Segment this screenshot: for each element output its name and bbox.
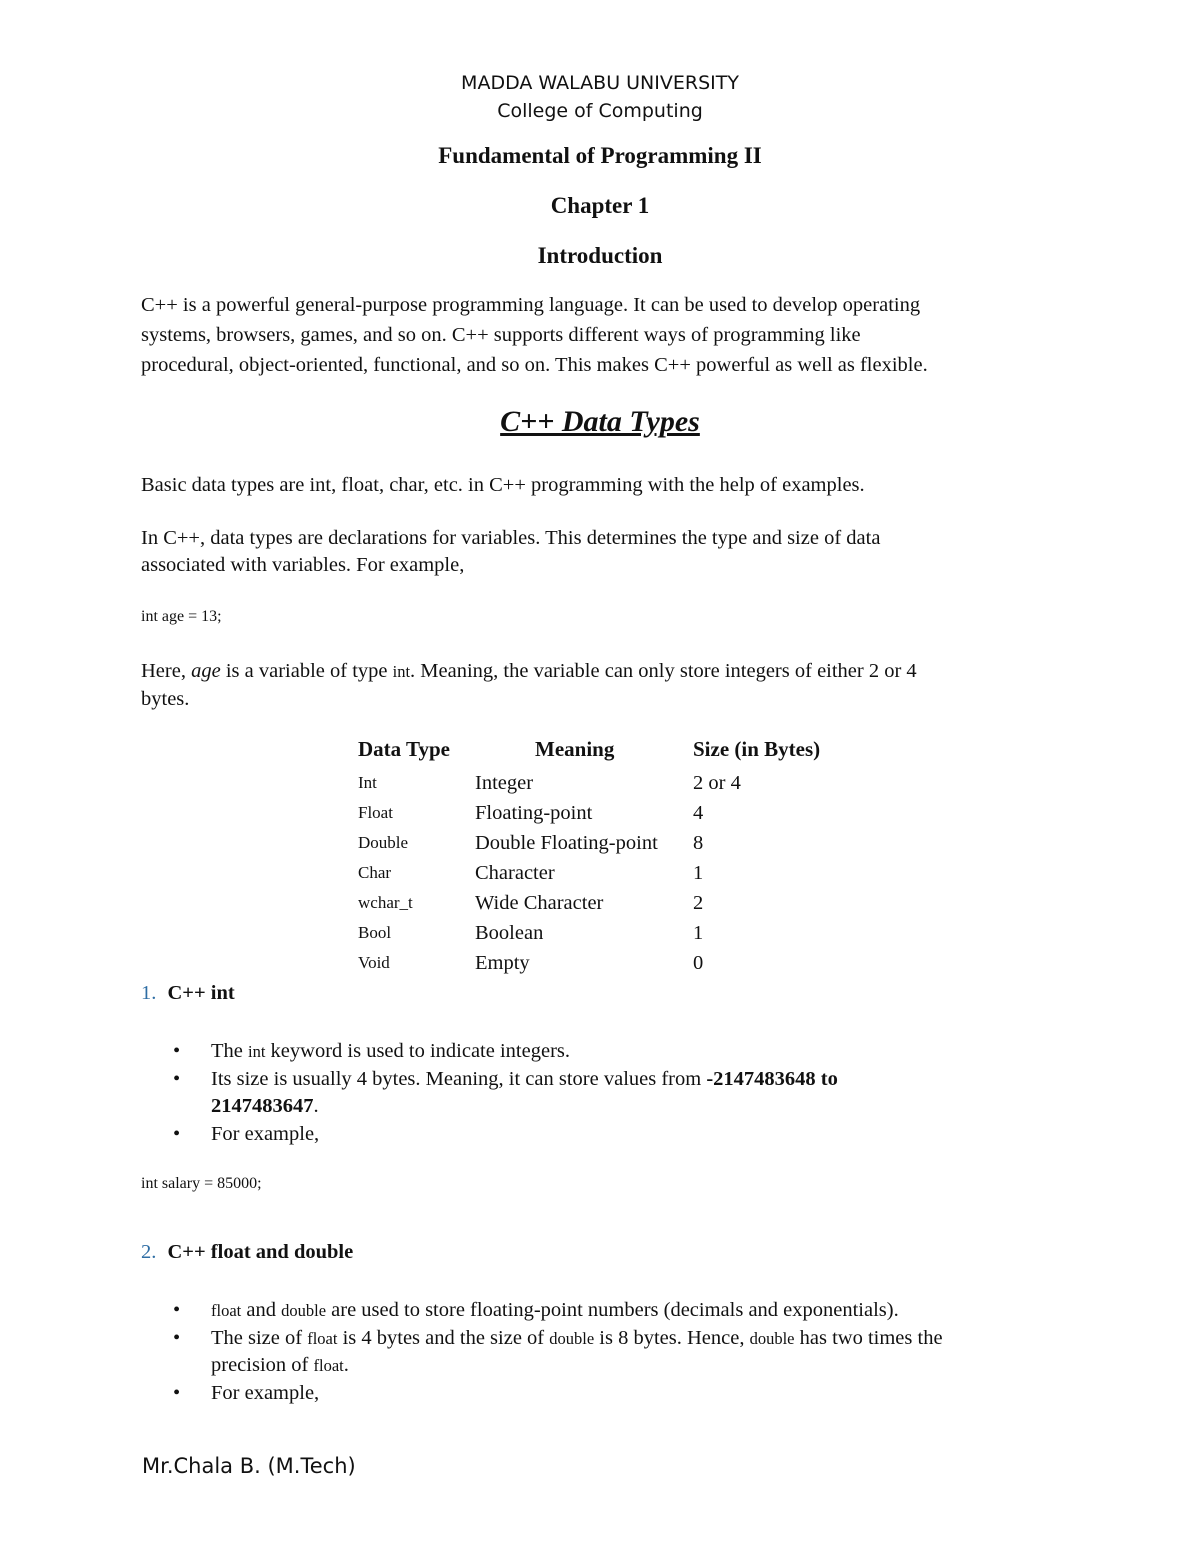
section-heading-float-double	[141, 1241, 353, 1264]
table-row	[358, 828, 820, 858]
section-heading-text: C++ int	[167, 982, 235, 1004]
text-run: is a variable of type	[220, 660, 393, 682]
text-run: For example,	[211, 1381, 320, 1404]
keyword-double: double	[749, 1328, 795, 1348]
keyword-int: int	[248, 1042, 266, 1061]
keyword-int: int	[392, 662, 411, 681]
list-item	[165, 1038, 838, 1066]
college-name: College of Computing	[497, 100, 703, 122]
table-header-cell: Data Type	[358, 736, 450, 761]
list-item	[165, 1121, 838, 1149]
footer-author: Mr.Chala B. (M.Tech)	[142, 1454, 356, 1478]
data-types-table	[358, 736, 820, 978]
table-cell-meaning: Wide Character	[475, 891, 604, 914]
int-bullet-list	[165, 1038, 838, 1148]
text-run: .	[313, 1095, 319, 1117]
intro-paragraph	[141, 290, 928, 380]
code-example-salary: int salary = 85000;	[141, 1175, 262, 1192]
bullet-icon: •	[173, 1067, 181, 1090]
int-range-start: -2147483648 to	[706, 1067, 838, 1090]
float-bullet-list	[165, 1297, 943, 1407]
keyword-float: float	[313, 1356, 344, 1375]
text-run: The size of	[211, 1326, 308, 1349]
table-header-cell: Meaning	[535, 736, 615, 761]
bullet-icon: •	[173, 1326, 181, 1349]
text-run: is 4 bytes and the size of	[337, 1326, 550, 1349]
text-run: is 8 bytes. Hence,	[594, 1326, 750, 1349]
paragraph-line: bytes.	[141, 688, 190, 710]
keyword-double: double	[281, 1301, 327, 1320]
text-run: For example,	[211, 1122, 320, 1145]
table-cell-meaning: Boolean	[475, 921, 544, 944]
text-run: keyword is used to indicate integers.	[265, 1040, 570, 1062]
paragraph-line: associated with variables. For example,	[141, 554, 465, 576]
chapter-title: Chapter 1	[550, 193, 650, 218]
table-cell-type: Float	[358, 803, 393, 822]
keyword-float: float	[211, 1301, 242, 1320]
table-cell-size: 2 or 4	[693, 771, 741, 794]
table-cell-meaning: Empty	[475, 951, 530, 974]
data-types-paragraph-2	[141, 523, 880, 580]
text-run: and	[241, 1299, 282, 1321]
table-row	[358, 948, 820, 978]
list-item	[165, 1066, 838, 1121]
bullet-icon: •	[173, 1040, 181, 1062]
table-cell-type: Bool	[358, 923, 392, 942]
table-row	[358, 798, 820, 828]
table-cell-size: 1	[693, 861, 704, 884]
data-types-paragraph-3	[141, 656, 917, 714]
table-header-cell: Size (in Bytes)	[693, 736, 821, 761]
table-cell-type: wchar_t	[358, 893, 413, 912]
text-run: The	[211, 1040, 248, 1062]
list-item	[165, 1380, 943, 1408]
table-row	[358, 918, 820, 948]
bullet-icon: •	[173, 1381, 181, 1404]
table-cell-type: Char	[358, 863, 392, 882]
text-run: .	[343, 1354, 349, 1376]
paragraph-line	[141, 656, 917, 687]
code-example-age: int age = 13;	[141, 608, 222, 625]
intro-line: procedural, object-oriented, functional, and so on. This makes C++ powerful as well as flexible.	[141, 354, 928, 376]
table-cell-size: 2	[693, 891, 704, 914]
intro-line: C++ is a powerful general-purpose programming language. It can be used to develop operating	[141, 294, 921, 316]
section-heading-int	[141, 982, 235, 1005]
table-row	[358, 768, 820, 798]
text-run: precision of	[211, 1354, 314, 1376]
table-row	[358, 858, 820, 888]
data-types-heading: C++ Data Types	[500, 405, 700, 438]
text-run: . Meaning, the variable can only store integers of either 2 or 4	[410, 660, 917, 682]
keyword-float: float	[307, 1328, 338, 1348]
course-title: Fundamental of Programming II	[438, 143, 762, 168]
table-row	[358, 888, 820, 918]
university-name: MADDA WALABU UNIVERSITY	[461, 72, 739, 94]
table-header-row	[358, 736, 820, 768]
paragraph-line: In C++, data types are declarations for variables. This determines the type and size of data	[141, 527, 881, 549]
variable-name: age	[191, 660, 221, 682]
section-number: 1.	[141, 982, 157, 1004]
data-types-paragraph-1: Basic data types are int, float, char, etc. in C++ programming with the help of examples.	[141, 474, 865, 496]
bullet-icon: •	[173, 1122, 181, 1145]
intro-line: systems, browsers, games, and so on. C++ supports different ways of programming like	[141, 324, 861, 346]
list-item	[165, 1325, 943, 1380]
table-cell-size: 8	[693, 831, 704, 854]
section-number: 2.	[141, 1241, 157, 1263]
table-cell-meaning: Character	[475, 861, 555, 884]
keyword-double: double	[549, 1328, 595, 1348]
text-run: are used to store floating-point numbers (decimals and exponentials).	[326, 1299, 899, 1321]
section-title-introduction: Introduction	[537, 243, 663, 268]
text-run: Here,	[141, 660, 192, 682]
table-cell-size: 1	[693, 921, 704, 944]
table-cell-type: Int	[358, 773, 377, 792]
table-cell-size: 0	[693, 951, 704, 974]
table-cell-type: Double	[358, 833, 409, 852]
table-cell-meaning: Floating-point	[475, 801, 593, 824]
table-cell-meaning: Double Floating-point	[475, 831, 658, 854]
int-range-end: 2147483647	[211, 1095, 314, 1117]
table-cell-type: Void	[358, 953, 390, 972]
section-heading-text: C++ float and double	[167, 1241, 354, 1263]
table-cell-size: 4	[693, 801, 704, 824]
list-item	[165, 1297, 943, 1325]
table-cell-meaning: Integer	[475, 771, 534, 794]
bullet-icon: •	[173, 1299, 181, 1321]
text-run: has two times the	[794, 1326, 943, 1349]
text-run: Its size is usually 4 bytes. Meaning, it can store values from	[211, 1067, 707, 1090]
